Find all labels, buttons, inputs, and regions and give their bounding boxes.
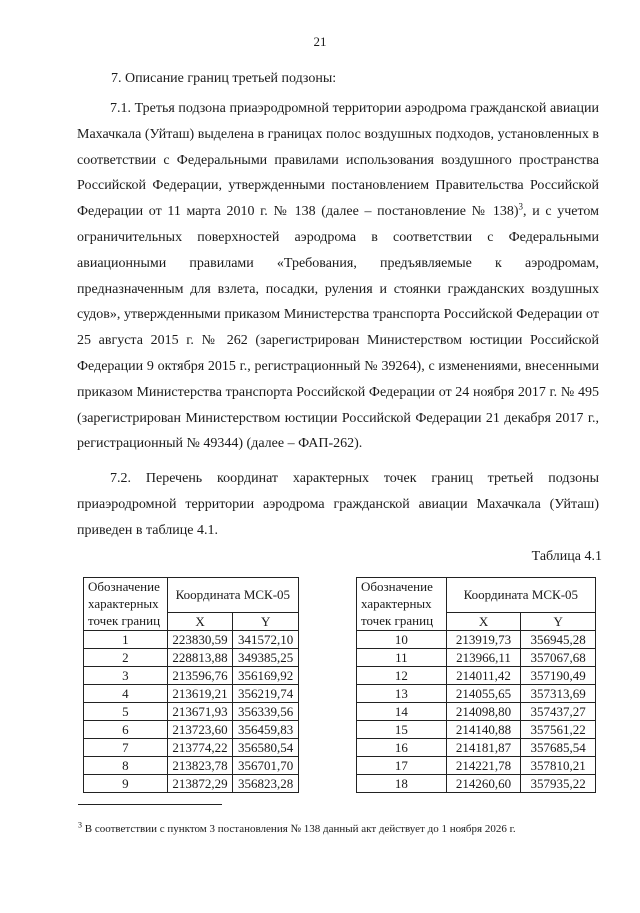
y-value-cell: 357190,49: [521, 667, 596, 685]
point-number-cell: 10: [357, 631, 447, 649]
coordinate-header: Координата МСК-05: [446, 578, 595, 613]
point-number-cell: 12: [357, 667, 447, 685]
point-number-cell: 13: [357, 685, 447, 703]
y-value-cell: 357313,69: [521, 685, 596, 703]
x-value-cell: 213966,11: [446, 649, 521, 667]
table-row: [84, 649, 299, 667]
x-value-cell: 213619,21: [167, 685, 233, 703]
y-value-cell: 357067,68: [521, 649, 596, 667]
point-number-cell: 3: [84, 667, 168, 685]
y-value-cell: 341572,10: [233, 631, 299, 649]
y-value-cell: 356459,83: [233, 721, 299, 739]
y-value-cell: 357810,21: [521, 757, 596, 775]
table-row: [84, 685, 299, 703]
x-value-cell: 214140,88: [446, 721, 521, 739]
y-value-cell: 356219,74: [233, 685, 299, 703]
coordinates-table-right: [356, 577, 596, 793]
coordinates-table-left: [83, 577, 299, 793]
point-number-cell: 7: [84, 739, 168, 757]
x-value-cell: 213723,60: [167, 721, 233, 739]
table-row: [84, 631, 299, 649]
y-value-cell: 357437,27: [521, 703, 596, 721]
point-number-cell: 15: [357, 721, 447, 739]
table-row: [84, 757, 299, 775]
table-row: [357, 721, 596, 739]
y-header: Y: [521, 613, 596, 631]
table-caption: Таблица 4.1: [531, 549, 602, 564]
x-value-cell: 214221,78: [446, 757, 521, 775]
paragraph-7-1-lead: 7.1. Третья подзона приаэродромной территории аэродрома гражданской авиации Махачкала (Уйташ) выделена в границах полос воздушных подходов, установленных в соответствии с Федеральными правилами использования воздушного пространства Российской Федерации, утвержденными постановлением Правительства Российской Федерации от 11 марта 2010 г. № 138 (далее – постановление № 138): [77, 101, 599, 220]
x-value-cell: 214055,65: [446, 685, 521, 703]
footnote-divider: [78, 804, 222, 805]
x-header: X: [167, 613, 233, 631]
x-value-cell: 214011,42: [446, 667, 521, 685]
x-value-cell: 223830,59: [167, 631, 233, 649]
y-header: Y: [233, 613, 299, 631]
x-value-cell: 213671,93: [167, 703, 233, 721]
coordinate-header: Координата МСК-05: [167, 578, 298, 613]
table-row: [357, 631, 596, 649]
paragraph-7-1: [77, 96, 599, 457]
y-value-cell: 349385,25: [233, 649, 299, 667]
table-row: [84, 667, 299, 685]
x-value-cell: 213872,29: [167, 775, 233, 793]
table-row: [357, 757, 596, 775]
footnote-text: В соответствии с пунктом 3 постановления № 138 данный акт действует до 1 ноября 2026 г.: [82, 823, 516, 835]
section-heading: 7. Описание границ третьей подзоны:: [111, 71, 337, 86]
table-row: [357, 685, 596, 703]
point-number-cell: 16: [357, 739, 447, 757]
table-row: [357, 739, 596, 757]
table-row: [357, 703, 596, 721]
footnote-reference: 3: [518, 201, 524, 212]
footnote-mark: 3: [78, 820, 82, 830]
x-header: X: [446, 613, 521, 631]
point-number-cell: 1: [84, 631, 168, 649]
x-value-cell: 213919,73: [446, 631, 521, 649]
table-row: [357, 775, 596, 793]
y-value-cell: 356823,28: [233, 775, 299, 793]
point-number-cell: 9: [84, 775, 168, 793]
point-number-cell: 5: [84, 703, 168, 721]
y-value-cell: 356169,92: [233, 667, 299, 685]
y-value-cell: 357685,54: [521, 739, 596, 757]
point-number-cell: 11: [357, 649, 447, 667]
table-row: [357, 667, 596, 685]
x-value-cell: 213823,78: [167, 757, 233, 775]
x-value-cell: 213596,76: [167, 667, 233, 685]
y-value-cell: 356945,28: [521, 631, 596, 649]
footnote: [78, 820, 516, 835]
paragraph-7-2: 7.2. Перечень координат характерных точек границ третьей подзоны приаэродромной территории аэродрома гражданской авиации Махачкала (Уйташ) приведен в таблице 4.1.: [77, 471, 599, 538]
y-value-cell: 356339,56: [233, 703, 299, 721]
point-number-cell: 14: [357, 703, 447, 721]
y-value-cell: 357561,22: [521, 721, 596, 739]
point-number-cell: 17: [357, 757, 447, 775]
x-value-cell: 213774,22: [167, 739, 233, 757]
y-value-cell: 356580,54: [233, 739, 299, 757]
page-number: 21: [313, 34, 327, 49]
point-number-cell: 18: [357, 775, 447, 793]
table-row: [84, 775, 299, 793]
point-number-cell: 2: [84, 649, 168, 667]
point-number-cell: 8: [84, 757, 168, 775]
point-number-cell: 4: [84, 685, 168, 703]
y-value-cell: 356701,70: [233, 757, 299, 775]
x-value-cell: 228813,88: [167, 649, 233, 667]
table-row: [84, 739, 299, 757]
paragraph-7-1-rest: , и с учетом ограничительных поверхностей аэродрома в соответствии с Федеральными авиационными правилами «Требования, предъявляемые к аэродромам, предназначенным для взлета, посадки, руления и стоянки гражданских воздушных судов», утвержденными приказом Министерства транспорта Российской Федерации от 25 августа 2015 г. № 262 (зарегистрирован Министерством юстиции Российской Федерации 9 октября 2015 г., регистрационный № 39264), с изменениями, внесенными приказом Министерства транспорта Российской Федерации от 24 ноября 2017 г. № 495 (зарегистрирован Министерством юстиции Российской Федерации 21 декабря 2017 г., регистрационный № 49344) (далее – ФАП-262).: [77, 204, 599, 452]
table-left-body: [84, 631, 299, 793]
point-label-header: Обозначение характерных точек границ: [357, 578, 447, 631]
point-number-cell: 6: [84, 721, 168, 739]
table-right-body: [357, 631, 596, 793]
x-value-cell: 214181,87: [446, 739, 521, 757]
table-row: [357, 649, 596, 667]
x-value-cell: 214098,80: [446, 703, 521, 721]
point-label-header: Обозначение характерных точек границ: [84, 578, 168, 631]
table-row: [84, 721, 299, 739]
x-value-cell: 214260,60: [446, 775, 521, 793]
y-value-cell: 357935,22: [521, 775, 596, 793]
table-row: [84, 703, 299, 721]
